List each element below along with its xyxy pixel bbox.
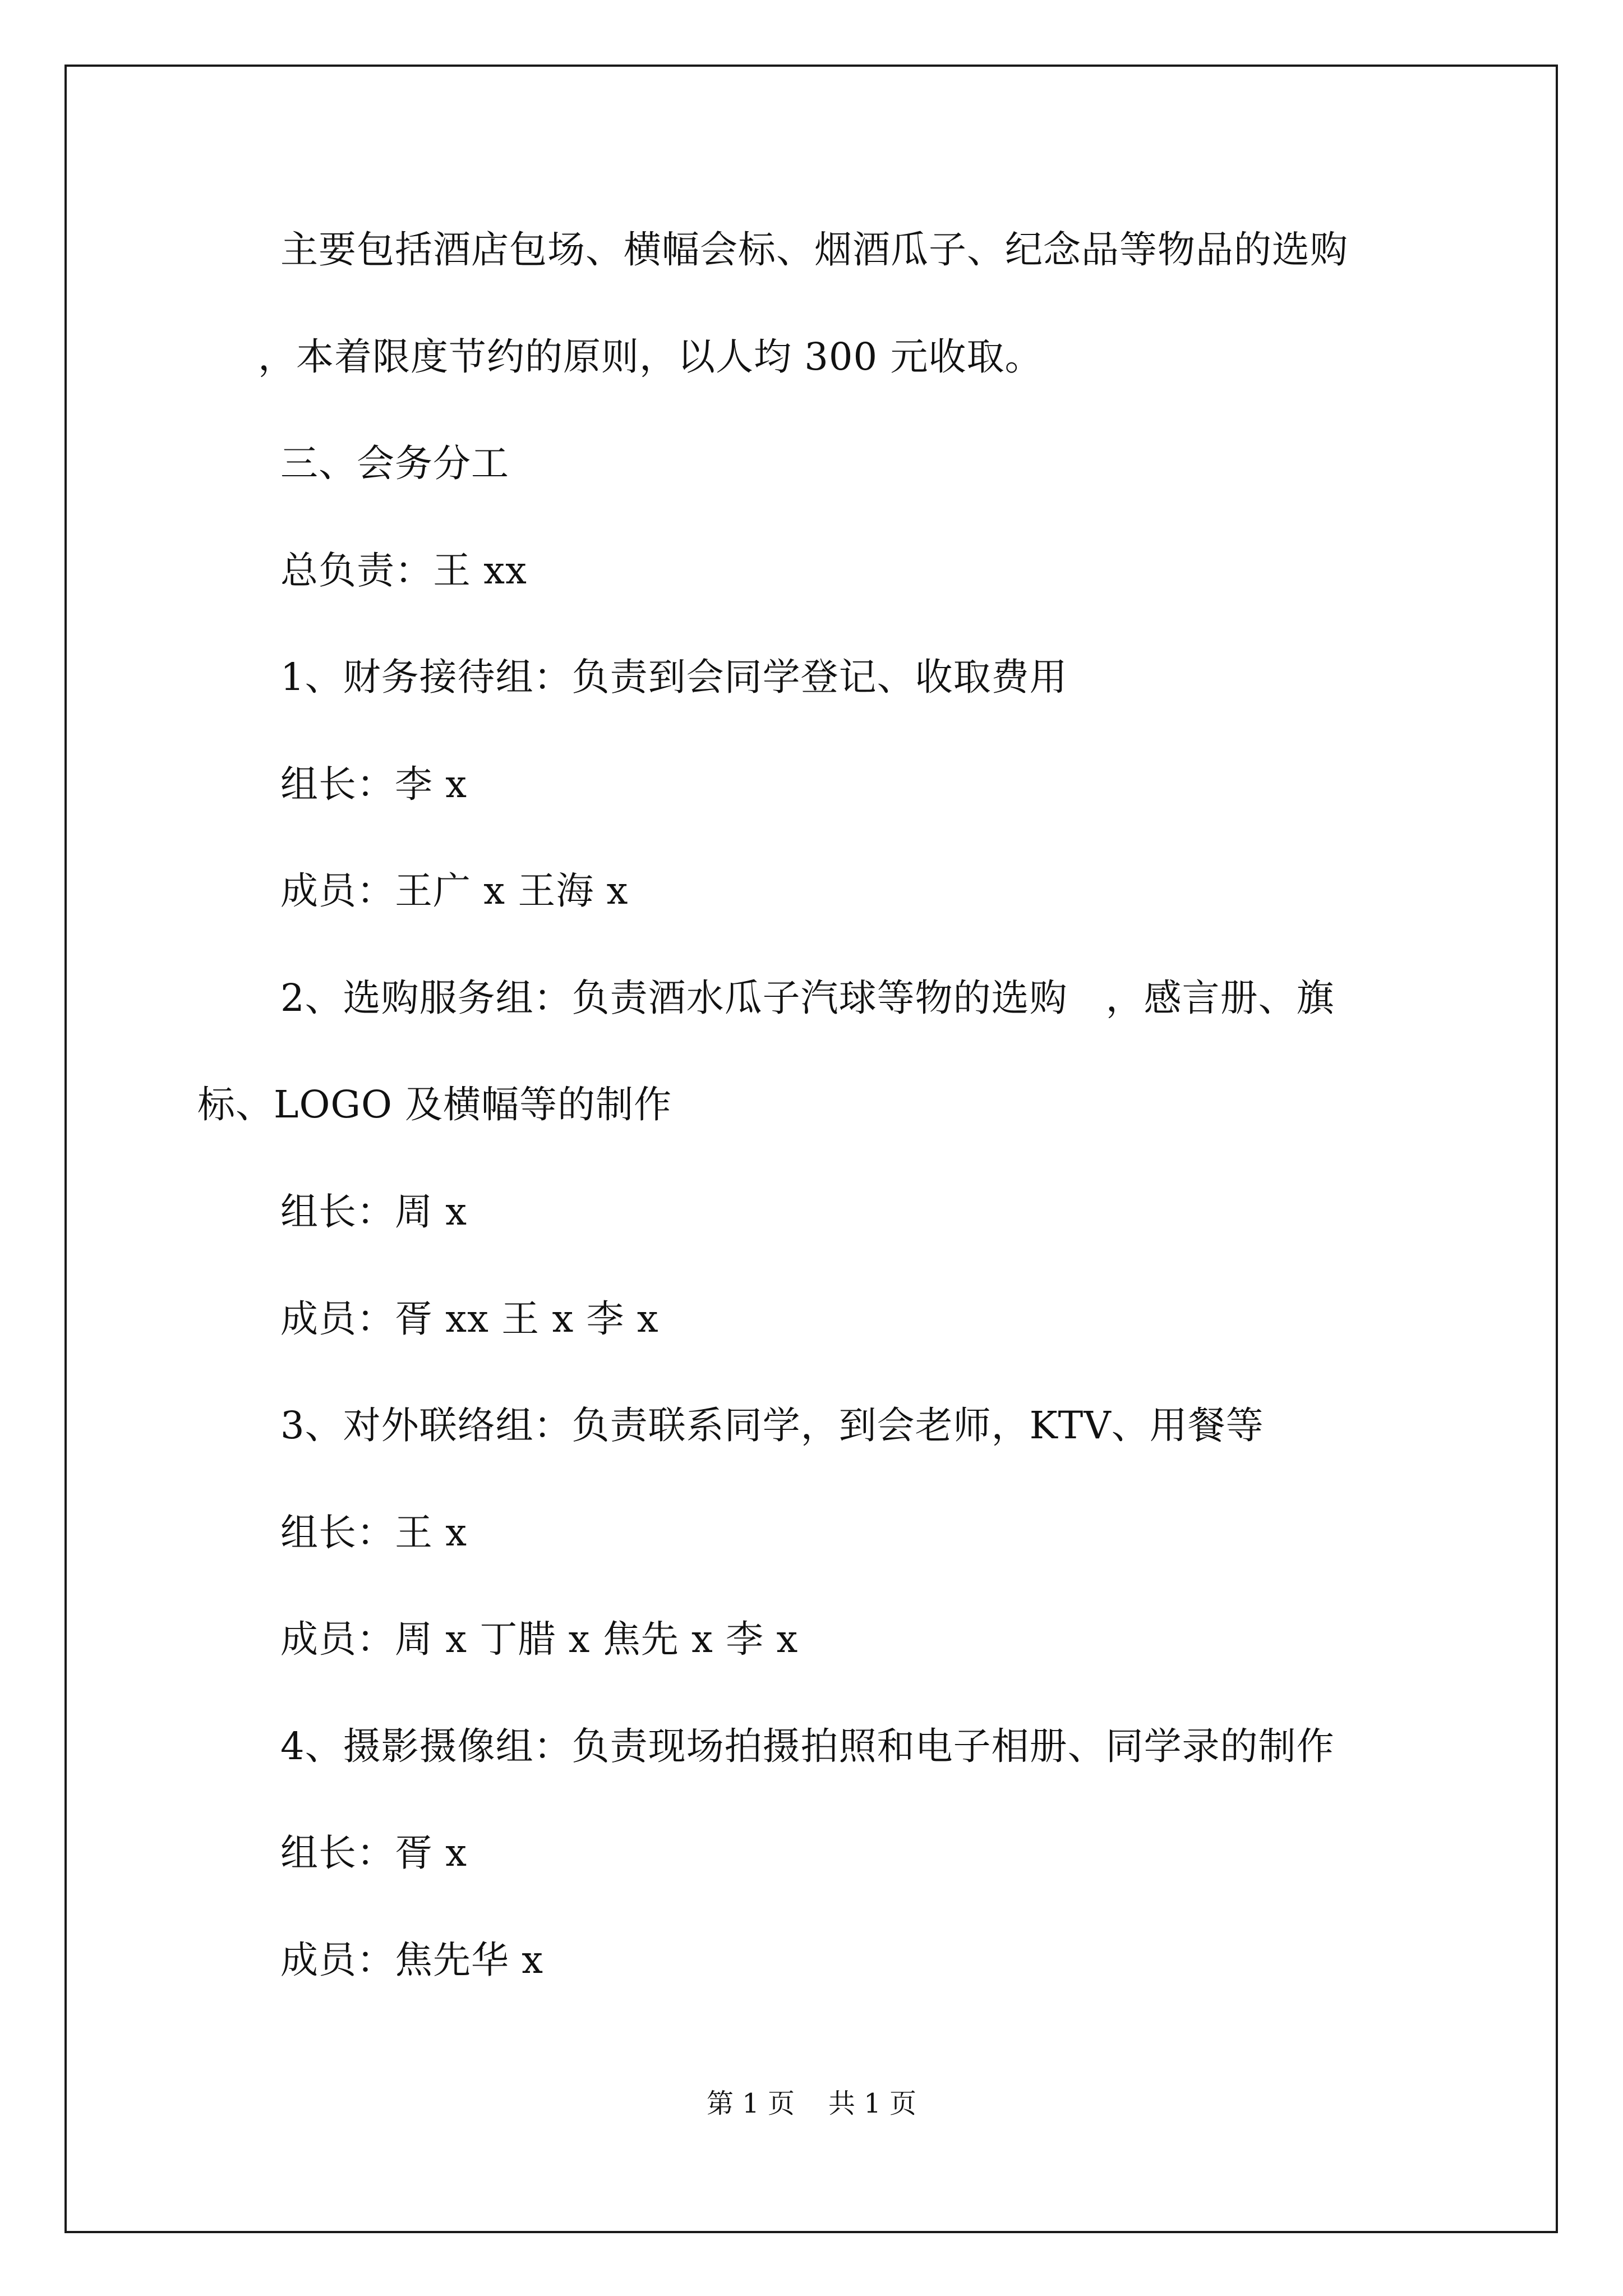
- page-number: 第 1 页: [706, 2088, 795, 2119]
- group-leader: 组长：胥 x: [280, 1831, 468, 1875]
- group-item: 1、财务接待组：负责到会同学登记、收取费用: [280, 655, 1068, 699]
- page-total: 共 1 页: [828, 2088, 917, 2119]
- group-item: 2、选购服务组：负责酒水瓜子汽球等物的选购 ，感言册、旗: [280, 976, 1335, 1020]
- paragraph-line: 总负责：王 xx: [280, 549, 527, 592]
- group-members: 成员：王广 x 王海 x: [280, 869, 629, 913]
- group-leader: 组长：王 x: [280, 1511, 468, 1554]
- paragraph-line: 主要包括酒店包场、横幅会标、烟酒瓜子、纪念品等物品的选购: [280, 228, 1348, 272]
- group-leader: 组长：李 x: [280, 762, 468, 806]
- group-members: 成员：周 x 丁腊 x 焦先 x 李 x: [280, 1617, 799, 1661]
- group-members: 成员：胥 xx 王 x 李 x: [280, 1297, 659, 1341]
- group-item: 4、摄影摄像组：负责现场拍摄拍照和电子相册、同学录的制作: [280, 1724, 1335, 1768]
- paragraph-line: 标、LOGO 及横幅等的制作: [197, 1083, 672, 1126]
- page-footer: [0, 2087, 1623, 2120]
- group-item: 3、对外联络组：负责联系同学，到会老师，KTV、用餐等: [280, 1404, 1264, 1447]
- group-members: 成员：焦先华 x: [280, 1938, 544, 1982]
- section-heading: 三、会务分工: [280, 441, 509, 485]
- page-border: [64, 65, 1558, 2233]
- paragraph-line: ，本着限度节约的原则，以人均 300 元收取。: [258, 335, 1043, 379]
- group-leader: 组长：周 x: [280, 1190, 468, 1234]
